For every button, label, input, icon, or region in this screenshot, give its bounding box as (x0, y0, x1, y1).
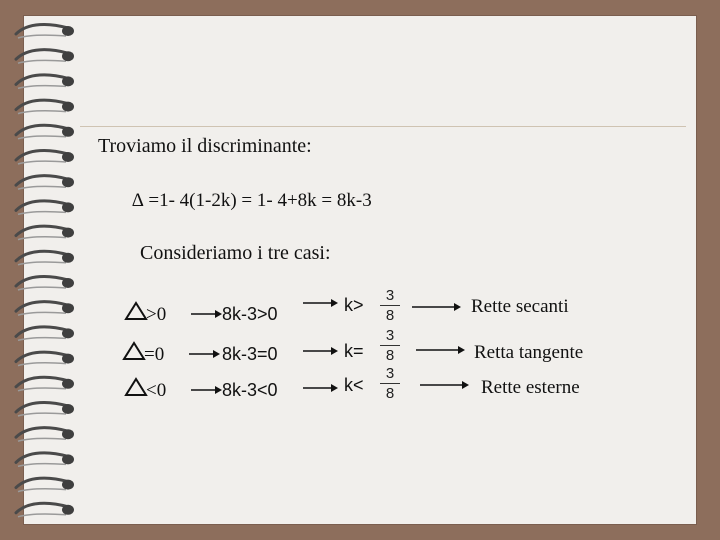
right-arrow-icon (303, 298, 339, 308)
k-relation: k> (344, 295, 364, 315)
spiral-ring (16, 176, 74, 190)
case-condition: <0 (146, 380, 167, 401)
fraction-numerator: 3 (385, 327, 395, 344)
spiral-ring (16, 50, 74, 64)
discriminant-equation (132, 191, 372, 210)
slide-page (24, 16, 696, 524)
right-arrow-icon (420, 380, 470, 390)
spiral-ring (16, 100, 74, 114)
case-inequality: 8k-3=0 (222, 344, 278, 364)
spiral-ring (16, 24, 74, 38)
spiral-ring (16, 503, 74, 517)
fraction-denominator: 8 (385, 385, 395, 402)
fraction-bar (380, 383, 400, 384)
spiral-ring (16, 428, 74, 442)
spiral-ring (16, 327, 74, 341)
divider-line (80, 126, 686, 127)
fraction-denominator: 8 (385, 307, 395, 324)
delta-triangle-icon (124, 377, 148, 397)
spiral-ring (16, 377, 74, 391)
fraction-numerator: 3 (385, 365, 395, 382)
k-relation: k= (344, 341, 364, 361)
right-arrow-icon (189, 349, 221, 359)
spiral-ring (16, 478, 74, 492)
case-result: Rette secanti (471, 296, 569, 317)
spiral-ring (16, 201, 74, 215)
spiral-ring (16, 276, 74, 290)
case-inequality: 8k-3<0 (222, 380, 278, 400)
case-inequality: 8k-3>0 (222, 304, 278, 324)
heading: Troviamo il discriminante: (98, 135, 312, 157)
spiral-ring (16, 226, 74, 240)
fraction-three-eighths (380, 328, 400, 363)
right-arrow-icon (191, 385, 223, 395)
spiral-ring (16, 125, 74, 139)
right-arrow-icon (303, 383, 339, 393)
discriminant-expression: =1- 4(1-2k) = 1- 4+8k = 8k-3 (143, 190, 372, 211)
delta-triangle-icon (124, 301, 148, 321)
delta-triangle-icon (122, 341, 146, 361)
case-condition: >0 (146, 304, 167, 325)
fraction-numerator: 3 (385, 287, 395, 304)
spiral-ring (16, 453, 74, 467)
case-result: Rette esterne (481, 377, 580, 398)
case-result: Retta tangente (474, 342, 584, 363)
k-relation: k< (344, 375, 364, 395)
spiral-binding-icon (6, 20, 80, 525)
right-arrow-icon (416, 345, 466, 355)
fraction-three-eighths (380, 288, 400, 323)
spiral-ring (16, 402, 74, 416)
spiral-ring (16, 251, 74, 265)
case-condition: =0 (144, 344, 165, 365)
right-arrow-icon (191, 309, 223, 319)
fraction-denominator: 8 (385, 347, 395, 364)
spiral-ring (16, 302, 74, 316)
subheading: Consideriamo i tre casi: (140, 242, 331, 264)
fraction-bar (380, 305, 400, 306)
delta-symbol: ∆ (132, 190, 144, 211)
spiral-ring (16, 150, 74, 164)
fraction-three-eighths (380, 366, 400, 401)
spiral-ring (16, 75, 74, 89)
fraction-bar (380, 345, 400, 346)
spiral-ring (16, 352, 74, 366)
right-arrow-icon (303, 346, 339, 356)
right-arrow-icon (412, 302, 462, 312)
